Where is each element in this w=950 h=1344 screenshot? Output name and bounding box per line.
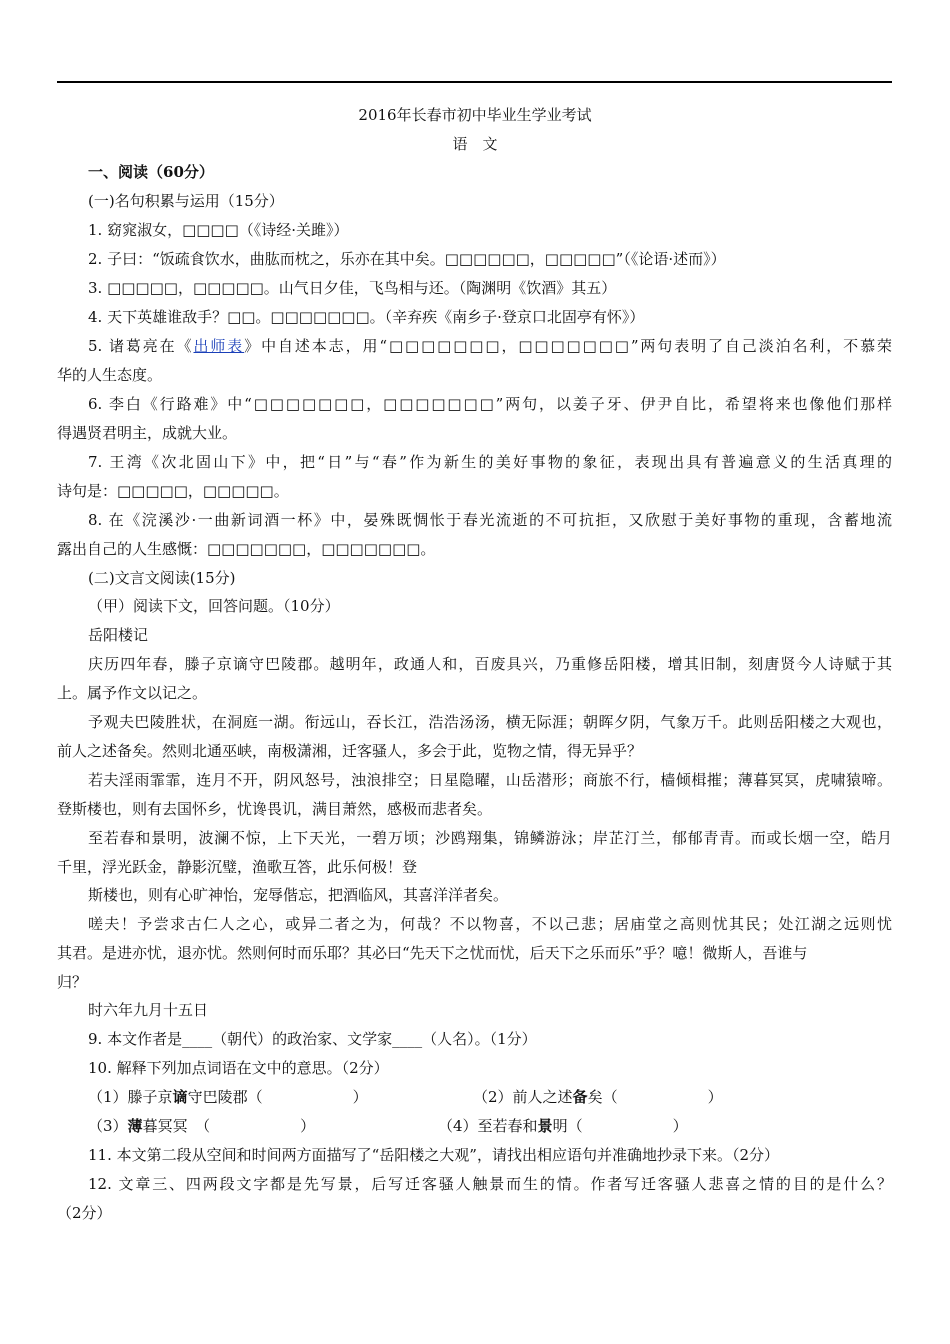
question-3: 3. □□□□□，□□□□□。山气日夕佳，飞鸟相与还。（陶渊明《饮酒》其五） bbox=[88, 279, 617, 297]
essay-p5-line3: 归？ bbox=[57, 973, 88, 991]
chushibiao-link[interactable]: 出师表 bbox=[193, 337, 245, 355]
essay-p3-line2: 登斯楼也，则有去国怀乡，忧谗畏讥，满目萧然，感极而悲者矣。 bbox=[57, 800, 493, 818]
question-10-item-4 bbox=[438, 1116, 688, 1136]
part1-title: (一)名句积累与运用（15分） bbox=[88, 192, 284, 210]
q10-1-suffix: 守巴陵郡（ ） bbox=[187, 1088, 368, 1106]
question-5-line2: 华的人生态度。 bbox=[57, 366, 163, 384]
essay-p2-line2: 前人之述备矣。然则北通巫峡，南极潇湘，迁客骚人，多会于此，览物之情，得无异乎？ bbox=[57, 742, 643, 760]
question-2: 2. 子曰：“饭疏食饮水，曲肱而枕之，乐亦在其中矣。□□□□□□，□□□□□”（《论语·述而》） bbox=[88, 250, 726, 268]
exam-title: 2016年长春市初中毕业生学业考试 bbox=[358, 106, 592, 124]
question-12-line2: （2分） bbox=[57, 1204, 112, 1222]
question-5-text-b: 》中自述本志，用“□□□□□□□，□□□□□□□”两句表明了自己淡泊名利，不慕荣 bbox=[244, 337, 892, 355]
q10-3-prefix: （3） bbox=[88, 1117, 128, 1135]
essay-p5-line2: 其君。是进亦忧，退亦忧。然则何时而乐耶？其必曰“先天下之忧而忧，后天下之乐而乐”乎？噫！微斯人，吾谁与 bbox=[57, 944, 808, 962]
question-7-line2: 诗句是：□□□□□，□□□□□。 bbox=[57, 482, 289, 500]
question-11: 11. 本文第二段从空间和时间两方面描写了“岳阳楼之大观”，请找出相应语句并准确地抄录下来。（2分） bbox=[88, 1146, 780, 1164]
q10-2-key-word: 备 bbox=[572, 1088, 588, 1106]
essay-p4-line1: 至若春和景明，波澜不惊，上下天光，一碧万顷；沙鸥翔集，锦鳞游泳；岸芷汀兰，郁郁青青。而或长烟一空，皓月 bbox=[88, 829, 892, 847]
question-6-line1: 6. 李白《行路难》中“□□□□□□□，□□□□□□□”两句，以姜子牙、伊尹自比，希望将来也像他们那样 bbox=[88, 395, 892, 413]
q10-4-prefix: （4）至若春和 bbox=[438, 1117, 538, 1135]
q10-3-suffix: 暮冥冥 （ ） bbox=[142, 1117, 316, 1135]
q10-4-suffix: 明（ ） bbox=[552, 1117, 688, 1135]
essay-p2-line1: 予观夫巴陵胜状，在洞庭一湖。衔远山，吞长江，浩浩汤汤，横无际涯；朝晖夕阴，气象万千。此则岳阳楼之大观也， bbox=[88, 713, 892, 731]
question-4: 4. 天下英雄谁敌手？□□。□□□□□□□。（辛弃疾《南乡子·登京口北固亭有怀》） bbox=[88, 308, 645, 326]
essay-p1-line1: 庆历四年春，滕子京谪守巴陵郡。越明年，政通人和，百废具兴，乃重修岳阳楼，增其旧制，刻唐贤今人诗赋于其 bbox=[88, 655, 892, 673]
question-5-text-a: 5. 诸葛亮在《 bbox=[88, 337, 194, 355]
q10-2-prefix: （2）前人之述 bbox=[473, 1088, 573, 1106]
essay-p5-line1: 嗟夫！予尝求古仁人之心，或异二者之为，何哉？不以物喜，不以己悲；居庙堂之高则忧其民；处江湖之远则忧 bbox=[88, 915, 892, 933]
q10-1-key-word: 谪 bbox=[172, 1088, 188, 1106]
top-rule bbox=[57, 81, 892, 83]
question-10-item-1 bbox=[88, 1087, 368, 1107]
q10-1-prefix: （1）滕子京 bbox=[88, 1088, 173, 1106]
question-7-line1: 7. 王湾《次北固山下》中，把“日”与“春”作为新生的美好事物的象征，表现出具有普遍意义的生活真理的 bbox=[88, 453, 892, 471]
essay-p4-line3: 斯楼也，则有心旷神怡，宠辱偕忘，把酒临风，其喜洋洋者矣。 bbox=[88, 886, 509, 904]
question-5-line1 bbox=[88, 336, 892, 356]
essay-p3-line1: 若夫淫雨霏霏，连月不开，阴风怒号，浊浪排空；日星隐曜，山岳潜形；商旅不行，樯倾楫摧；薄暮冥冥，虎啸猿啼。 bbox=[88, 771, 892, 789]
section-heading-reading: 一、阅读（60分） bbox=[88, 163, 214, 181]
q10-4-key-word: 景 bbox=[537, 1117, 553, 1135]
question-1: 1. 窈窕淑女，□□□□（《诗经·关雎》） bbox=[88, 221, 349, 239]
question-6-line2: 得遇贤君明主，成就大业。 bbox=[57, 424, 238, 442]
part2-sub-a: （甲）阅读下文，回答问题。（10分） bbox=[88, 597, 340, 615]
question-8-line1: 8. 在《浣溪沙·一曲新词酒一杯》中，晏殊既惆怅于春光流逝的不可抗拒，又欣慰于美好事物的重现，含蓄地流 bbox=[88, 511, 892, 529]
subject-title: 语 文 bbox=[452, 135, 498, 153]
part2-title: (二)文言文阅读(15分) bbox=[88, 569, 236, 587]
essay-title: 岳阳楼记 bbox=[88, 626, 149, 644]
question-9: 9. 本文作者是____（朝代）的政治家、文学家____（人名）。（1分） bbox=[88, 1030, 537, 1048]
essay-date: 时六年九月十五日 bbox=[88, 1001, 209, 1019]
question-12-line1: 12. 文章三、四两段文字都是先写景，后写迁客骚人触景而生的情。作者写迁客骚人悲喜之情的目的是什么？ bbox=[88, 1175, 892, 1193]
question-8-line2: 露出自己的人生感慨：□□□□□□□，□□□□□□□。 bbox=[57, 540, 436, 558]
essay-p1-line2: 上。属予作文以记之。 bbox=[57, 684, 208, 702]
question-10-item-3 bbox=[88, 1116, 315, 1136]
question-10-item-2 bbox=[473, 1087, 723, 1107]
q10-2-suffix: 矣（ ） bbox=[587, 1088, 723, 1106]
question-10: 10. 解释下列加点词语在文中的意思。（2分） bbox=[88, 1059, 389, 1077]
essay-p4-line2: 千里，浮光跃金，静影沉璧，渔歌互答，此乐何极！登 bbox=[57, 858, 418, 876]
q10-3-key-word: 薄 bbox=[127, 1117, 143, 1135]
